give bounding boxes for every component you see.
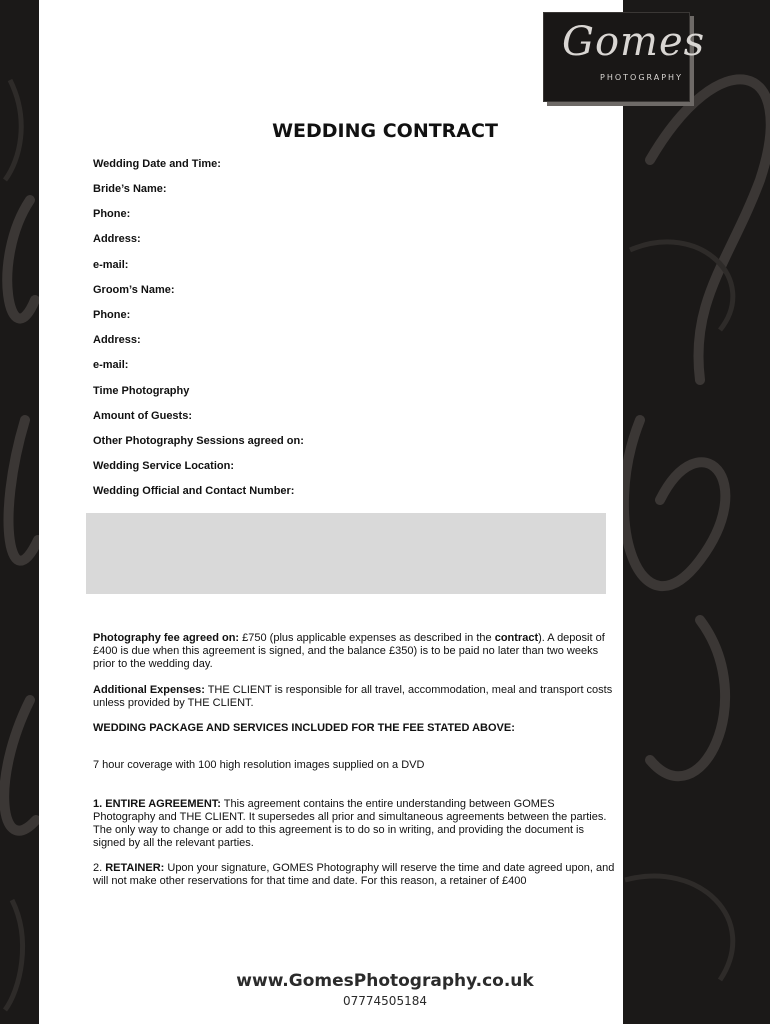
field-service-location: Wedding Service Location: xyxy=(93,460,234,472)
field-other-sessions: Other Photography Sessions agreed on: xyxy=(93,435,304,447)
footer-phone: 07774505184 xyxy=(343,994,427,1008)
clause2-number: 2. xyxy=(93,862,106,874)
footer-website: www.GomesPhotography.co.uk xyxy=(236,971,534,991)
field-bride-phone: Phone: xyxy=(93,208,131,220)
page-title: WEDDING CONTRACT xyxy=(272,120,498,142)
field-groom-address: Address: xyxy=(93,334,141,346)
fee-bold-word: contract xyxy=(494,632,539,644)
field-wedding-date: Wedding Date and Time: xyxy=(93,158,221,170)
clause-retainer xyxy=(93,862,618,888)
field-groom-email: e-mail: xyxy=(93,359,129,371)
fee-text-1: £750 (plus applicable expenses as described in the xyxy=(239,632,495,644)
clause1-label: 1. ENTIRE AGREEMENT: xyxy=(93,798,221,810)
field-bride-email: e-mail: xyxy=(93,259,129,271)
field-groom-phone: Phone: xyxy=(93,309,131,321)
brand-logo xyxy=(543,12,706,102)
field-amount-guests: Amount of Guests: xyxy=(93,410,192,422)
field-time-photography: Time Photography xyxy=(93,385,190,397)
brand-logo-subtitle: PHOTOGRAPHY xyxy=(600,73,683,82)
fee-label: Photography fee agreed on: xyxy=(93,632,240,644)
package-heading: WEDDING PACKAGE AND SERVICES INCLUDED FOR THE FEE STATED ABOVE: xyxy=(93,722,515,734)
fee-text-2: ). A deposit of £400 is due when this agreement is signed, and the balance £350) is to be paid no later than two weeks prior to the wedding day. xyxy=(93,632,605,670)
field-bride-name: Bride’s Name: xyxy=(93,183,167,195)
package-text: 7 hour coverage with 100 high resolution images supplied on a DVD xyxy=(93,759,425,771)
clause-entire-agreement xyxy=(93,798,618,850)
expenses-text: THE CLIENT is responsible for all travel, accommodation, meal and transport costs unless provided by THE CLIENT. xyxy=(93,684,613,709)
clause2-text: Upon your signature, GOMES Photography will reserve the time and date agreed upon, and will not make other reservations for that time and date. For this reason, a retainer of £400 xyxy=(93,862,615,887)
field-bride-address: Address: xyxy=(93,233,141,245)
brand-logo-script: Gomes xyxy=(562,19,706,65)
clause2-label: RETAINER: xyxy=(105,862,165,874)
notes-box xyxy=(86,513,606,594)
clause1-text: This agreement contains the entire understanding between GOMES Photography and THE CLIENT. It supersedes all prior and simultaneous agreements between the parties. The only way to change or add to this agreement is to do so in writing, and providing the document is signed by all the relevant parties. xyxy=(93,798,607,849)
field-wedding-official: Wedding Official and Contact Number: xyxy=(93,485,295,497)
fee-paragraph xyxy=(93,632,618,671)
field-groom-name: Groom’s Name: xyxy=(93,284,175,296)
expenses-label: Additional Expenses: xyxy=(93,684,205,696)
expenses-paragraph xyxy=(93,684,618,710)
